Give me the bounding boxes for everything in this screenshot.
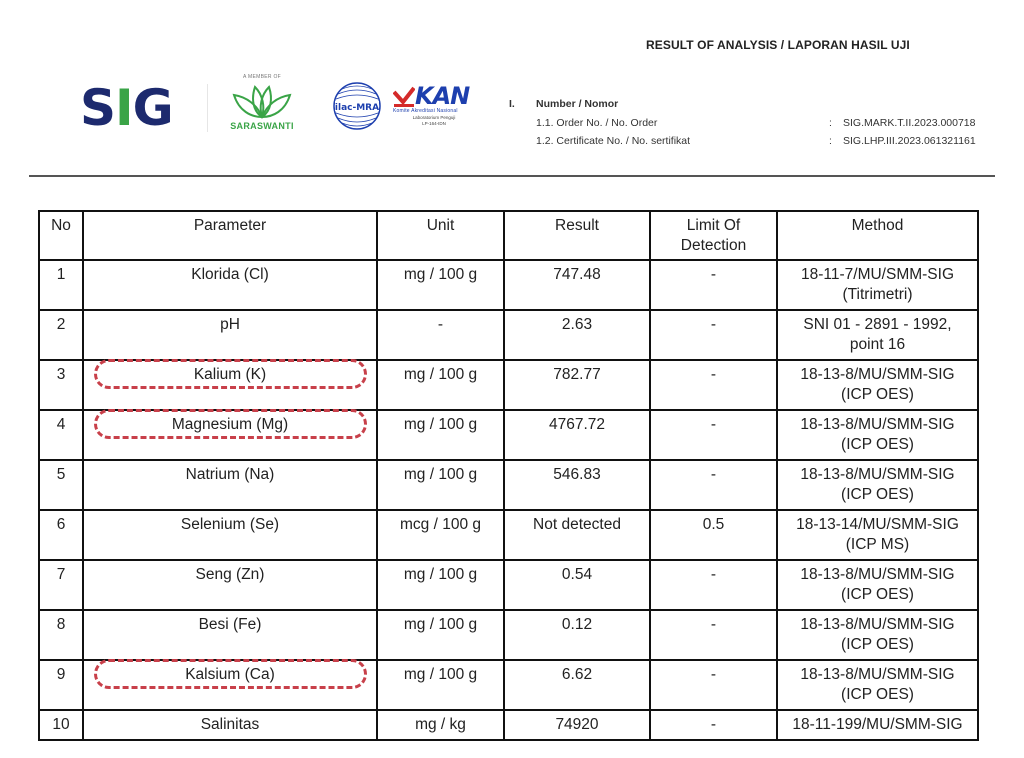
row-number: 5: [56, 466, 66, 483]
cell-unit: [377, 610, 504, 660]
saraswanti-name: SARASWANTI: [230, 121, 294, 131]
method-technique: (ICP OES): [841, 486, 914, 503]
table-header-row: [39, 211, 978, 260]
cell-method: [777, 610, 978, 660]
certificate-number-label: 1.2. Certificate No. / No. sertifikat: [536, 135, 691, 147]
cell-parameter: [83, 460, 377, 510]
cell-result: [504, 460, 650, 510]
method-technique: (Titrimetri): [842, 286, 913, 303]
cell-parameter: [83, 410, 377, 460]
saraswanti-logo: [222, 74, 302, 138]
method-technique: (ICP OES): [841, 586, 914, 603]
parameter-name: Magnesium (Mg): [171, 416, 289, 433]
cell-result: [504, 560, 650, 610]
table-row: [39, 710, 978, 740]
unit-value: mg / 100 g: [403, 666, 478, 683]
result-value: 546.83: [553, 466, 601, 483]
lod-value: 0.5: [702, 516, 725, 533]
table-row: [39, 510, 978, 560]
ilac-mra-logo: [332, 80, 382, 137]
unit-value: mg / 100 g: [403, 466, 478, 483]
cell-no: [39, 410, 83, 460]
cell-parameter: [83, 560, 377, 610]
method-technique: (ICP MS): [845, 536, 910, 553]
cell-lod: [650, 660, 777, 710]
result-value: 74920: [555, 716, 599, 733]
table-row: [39, 610, 978, 660]
parameter-name: Seng (Zn): [195, 566, 265, 583]
header-method: Method: [777, 211, 978, 260]
lod-value: -: [710, 566, 717, 583]
unit-value: mg / 100 g: [403, 416, 478, 433]
cell-result: [504, 710, 650, 740]
unit-value: mg / 100 g: [403, 566, 478, 583]
unit-value: mg / 100 g: [403, 366, 478, 383]
method-code: 18-13-8/MU/SMM-SIG: [800, 416, 955, 433]
header-limit-of-detection: [650, 211, 777, 260]
cell-result: [504, 260, 650, 310]
cell-method: [777, 660, 978, 710]
sig-logo: SIG: [80, 79, 173, 137]
method-technique: (ICP OES): [841, 386, 914, 403]
result-value: 782.77: [553, 366, 601, 383]
svg-text:ilac-MRA: ilac-MRA: [334, 103, 380, 113]
parameter-name: Klorida (Cl): [191, 266, 269, 283]
kan-lab-number: LP-164-IDN: [422, 121, 446, 126]
method-code: SNI 01 - 2891 - 1992,: [803, 316, 952, 333]
kan-logo: [393, 84, 475, 127]
kan-subtitle: Komite Akreditasi Nasional: [393, 108, 458, 114]
result-value: Not detected: [533, 516, 621, 533]
cell-parameter: [83, 310, 377, 360]
result-value: 747.48: [553, 266, 601, 283]
method-technique: (ICP OES): [841, 686, 914, 703]
table-row: [39, 460, 978, 510]
cell-method: [777, 410, 978, 460]
cell-method: [777, 560, 978, 610]
cell-no: [39, 710, 83, 740]
number-heading: Number / Nomor: [536, 98, 619, 110]
section-roman: I.: [509, 98, 515, 110]
lod-value: -: [710, 666, 717, 683]
cell-result: [504, 310, 650, 360]
method-code: 18-13-8/MU/SMM-SIG: [800, 616, 955, 633]
table-row: [39, 560, 978, 610]
method-code: 18-13-8/MU/SMM-SIG: [800, 666, 955, 683]
lod-value: -: [710, 316, 717, 333]
kan-text: KAN: [415, 82, 470, 110]
result-value: 0.12: [561, 616, 593, 633]
table-row: [39, 310, 978, 360]
results-table: [38, 210, 979, 741]
cell-result: [504, 360, 650, 410]
row-number: 1: [56, 266, 66, 283]
row-number: 2: [56, 316, 66, 333]
row-number: 7: [56, 566, 66, 583]
lod-value: -: [710, 366, 717, 383]
logo-divider: [207, 84, 208, 132]
ilac-globe-icon: [332, 80, 382, 132]
method-code: 18-11-7/MU/SMM-SIG: [800, 266, 955, 283]
parameter-name: Natrium (Na): [185, 466, 275, 483]
header-divider: [29, 175, 995, 177]
unit-value: mg / 100 g: [403, 616, 478, 633]
cell-unit: [377, 560, 504, 610]
cell-no: [39, 660, 83, 710]
saraswanti-member-text: A MEMBER OF: [242, 74, 282, 80]
cell-parameter: [83, 510, 377, 560]
unit-value: mg / kg: [415, 716, 466, 733]
cell-parameter: [83, 710, 377, 740]
unit-value: -: [437, 316, 444, 333]
cell-no: [39, 260, 83, 310]
cell-parameter: [83, 660, 377, 710]
leaf-icon: [231, 81, 293, 121]
report-title: RESULT OF ANALYSIS / LAPORAN HASIL UJI: [646, 38, 910, 52]
row-number: 6: [56, 516, 66, 533]
lod-line-2: Detection: [680, 237, 747, 254]
order-number-row: [536, 117, 976, 129]
header-parameter: Parameter: [83, 211, 377, 260]
cell-unit: [377, 360, 504, 410]
cell-unit: [377, 310, 504, 360]
certificate-number-value: SIG.LHP.III.2023.061321161: [843, 135, 976, 147]
cell-no: [39, 510, 83, 560]
order-number-label: 1.1. Order No. / No. Order: [536, 117, 658, 129]
result-value: 4767.72: [548, 416, 606, 433]
parameter-name: Kalium (K): [193, 366, 267, 383]
cell-result: [504, 610, 650, 660]
cell-lod: [650, 310, 777, 360]
cell-unit: [377, 410, 504, 460]
parameter-name: Salinitas: [200, 716, 260, 733]
cell-method: [777, 510, 978, 560]
cell-lod: [650, 610, 777, 660]
parameter-name: Selenium (Se): [180, 516, 280, 533]
table-row: [39, 410, 978, 460]
cell-no: [39, 560, 83, 610]
method-technique: point 16: [849, 336, 906, 353]
cell-unit: [377, 460, 504, 510]
kan-check-icon: [393, 86, 415, 108]
lod-value: -: [710, 266, 717, 283]
cell-result: [504, 510, 650, 560]
table-row: [39, 260, 978, 310]
cell-parameter: [83, 260, 377, 310]
cell-no: [39, 360, 83, 410]
row-number: 10: [52, 716, 70, 733]
lod-value: -: [710, 416, 717, 433]
certificate-number-row: [536, 135, 976, 147]
order-number-value: SIG.MARK.T.II.2023.000718: [843, 117, 976, 129]
header-unit: Unit: [377, 211, 504, 260]
cell-lod: [650, 410, 777, 460]
unit-value: mg / 100 g: [403, 266, 478, 283]
colon: :: [829, 117, 832, 129]
cell-no: [39, 610, 83, 660]
table-row: [39, 660, 978, 710]
cell-method: [777, 260, 978, 310]
lod-value: -: [710, 466, 717, 483]
cell-result: [504, 660, 650, 710]
table-row: [39, 360, 978, 410]
row-number: 8: [56, 616, 66, 633]
lod-line-1: Limit Of: [686, 217, 741, 234]
cell-method: [777, 460, 978, 510]
header-no: No: [39, 211, 83, 260]
cell-unit: [377, 660, 504, 710]
parameter-name: pH: [220, 316, 240, 333]
method-code: 18-13-8/MU/SMM-SIG: [800, 366, 955, 383]
colon: :: [829, 135, 832, 147]
method-code: 18-13-8/MU/SMM-SIG: [800, 566, 955, 583]
method-code: 18-13-14/MU/SMM-SIG: [796, 516, 959, 533]
cell-unit: [377, 260, 504, 310]
cell-lod: [650, 460, 777, 510]
method-code: 18-11-199/MU/SMM-SIG: [792, 716, 963, 733]
cell-result: [504, 410, 650, 460]
method-code: 18-13-8/MU/SMM-SIG: [800, 466, 955, 483]
method-technique: (ICP OES): [841, 636, 914, 653]
result-value: 0.54: [561, 566, 593, 583]
cell-lod: [650, 360, 777, 410]
method-technique: (ICP OES): [841, 436, 914, 453]
cell-method: [777, 710, 978, 740]
cell-method: [777, 310, 978, 360]
header-result: Result: [504, 211, 650, 260]
result-value: 2.63: [561, 316, 593, 333]
cell-unit: [377, 710, 504, 740]
lod-value: -: [710, 716, 717, 733]
cell-no: [39, 460, 83, 510]
cell-no: [39, 310, 83, 360]
row-number: 9: [56, 666, 66, 683]
cell-parameter: [83, 360, 377, 410]
cell-lod: [650, 510, 777, 560]
cell-parameter: [83, 610, 377, 660]
result-value: 6.62: [561, 666, 593, 683]
lod-value: -: [710, 616, 717, 633]
cell-method: [777, 360, 978, 410]
cell-lod: [650, 710, 777, 740]
kan-lab-text: Laboratorium Penguji: [412, 115, 456, 120]
cell-lod: [650, 260, 777, 310]
row-number: 4: [56, 416, 66, 433]
cell-unit: [377, 510, 504, 560]
parameter-name: Besi (Fe): [198, 616, 262, 633]
unit-value: mcg / 100 g: [400, 516, 481, 533]
parameter-name: Kalsium (Ca): [185, 666, 275, 683]
cell-lod: [650, 560, 777, 610]
row-number: 3: [56, 366, 66, 383]
